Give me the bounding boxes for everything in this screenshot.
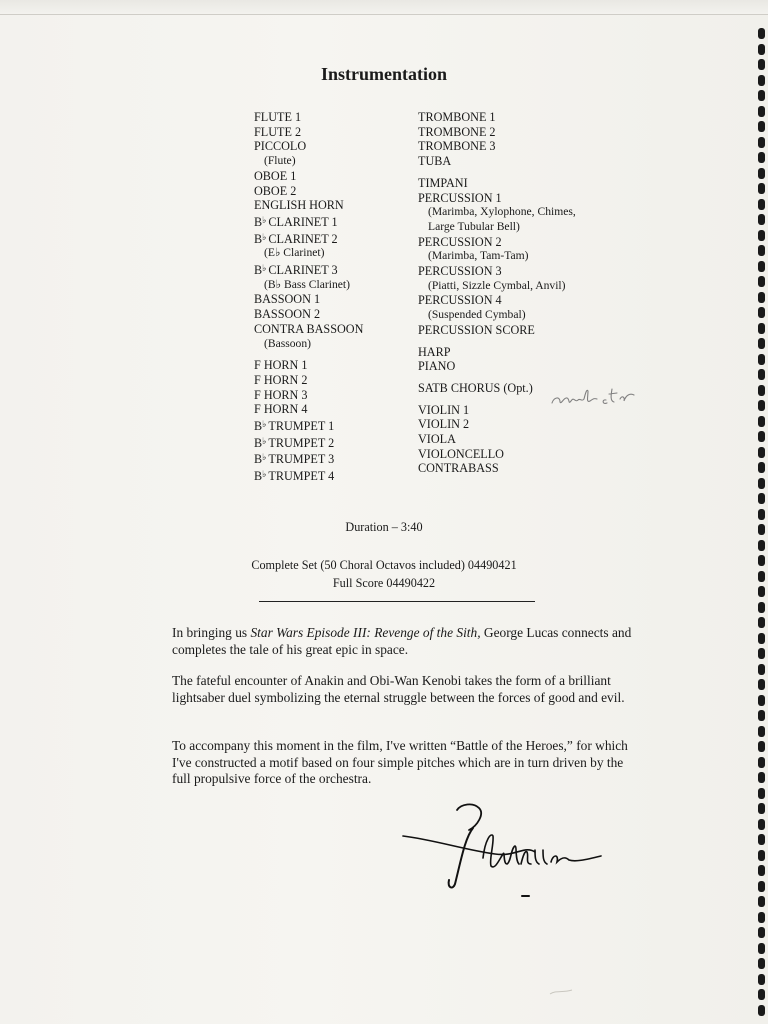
binding-hole (758, 400, 765, 411)
binding-hole (758, 571, 765, 582)
binding-hole (758, 416, 765, 427)
paragraph-1-end: George Lucas connects and completes the tale of his great epic in space. (172, 625, 632, 657)
binding-hole (758, 834, 765, 845)
instrument-doubling (418, 308, 576, 323)
instrument-name (254, 388, 363, 403)
instrument-doubling (418, 220, 576, 235)
instrument-name (418, 125, 576, 140)
instrument-name (418, 293, 576, 308)
handwritten-note (548, 383, 642, 411)
binding-hole (758, 292, 765, 303)
binding-hole (758, 602, 765, 613)
binding-hole (758, 974, 765, 985)
instrument-label: CONTRA BASSOON (254, 321, 364, 336)
binding-hole (758, 617, 765, 628)
list-spacer (418, 338, 576, 345)
full-score-text: Full Score 04490422 (332, 576, 436, 590)
binding-hole (758, 633, 765, 644)
binding-hole (758, 183, 765, 194)
instrument-name (254, 292, 363, 307)
binding-hole (758, 524, 765, 535)
binding-hole (758, 695, 765, 706)
flat-sign-icon: ♭ (262, 419, 267, 430)
instrument-label: TRUMPET 1 (268, 419, 335, 434)
instrument-name (418, 264, 576, 279)
paper-smudge (548, 988, 574, 996)
instrument-name (254, 261, 363, 278)
instrument-label: PIANO (418, 359, 456, 374)
binding-hole (758, 245, 765, 256)
instrument-label: TUBA (418, 154, 452, 169)
instrument-name (254, 213, 363, 230)
binding-hole (758, 106, 765, 117)
instrument-label: (E♭ Clarinet) (264, 246, 325, 260)
instrument-label: (Flute) (264, 154, 296, 168)
instrument-label: PERCUSSION 3 (418, 264, 502, 279)
flat-sign-icon: ♭ (262, 231, 267, 242)
key-prefix: B (254, 435, 263, 450)
flat-sign-icon: ♭ (262, 452, 267, 463)
flat-sign-icon: ♭ (262, 469, 267, 480)
binding-hole (758, 478, 765, 489)
instrument-name (254, 417, 363, 434)
instrument-doubling (254, 337, 363, 352)
instrument-label: SATB CHORUS (Opt.) (418, 380, 533, 395)
binding-hole (758, 664, 765, 675)
instrument-label: TROMBONE 3 (418, 139, 496, 154)
instrument-label: VIOLIN 2 (418, 417, 470, 432)
binding-hole (758, 214, 765, 225)
instrument-name (254, 402, 363, 417)
instrument-name (254, 358, 363, 373)
binding-hole (758, 59, 765, 70)
instrument-name (418, 235, 576, 250)
instrument-doubling (254, 278, 363, 293)
instrument-doubling (418, 205, 576, 220)
binding-hole (758, 121, 765, 132)
binding-hole (758, 44, 765, 55)
binding-hole (758, 865, 765, 876)
duration-text: Duration – 3:40 (345, 520, 423, 534)
paragraph-3: To accompany this moment in the film, I've written “Battle of the Heroes,” for which I've constructed a motif based on four simple pitches which are in turn driven by the full propulsive force of the orchestra. (172, 738, 628, 786)
instrument-label: BASSOON 2 (254, 307, 321, 322)
instrument-label: PERCUSSION 2 (418, 234, 502, 249)
instrument-label: (Marimba, Xylophone, Chimes, (428, 205, 576, 219)
instrument-label: TROMBONE 2 (418, 124, 496, 139)
binding-hole (758, 28, 765, 39)
instrument-label: FLUTE 2 (254, 124, 302, 139)
flat-sign-icon: ♭ (262, 435, 267, 446)
binding-hole (758, 307, 765, 318)
instrument-list-left (254, 110, 363, 484)
binding-hole (758, 276, 765, 287)
instrument-name (254, 322, 363, 337)
instrument-label: PERCUSSION SCORE (418, 322, 535, 337)
binding-hole (758, 741, 765, 752)
instrument-label: PERCUSSION 1 (418, 190, 502, 205)
complete-set-text: Complete Set (50 Choral Octavos included) 04490421 (251, 558, 517, 572)
binding-hole (758, 199, 765, 210)
instrument-name (254, 450, 363, 467)
binding-hole (758, 168, 765, 179)
binding-hole (758, 927, 765, 938)
instrument-name (418, 176, 576, 191)
instrument-name (254, 230, 363, 247)
key-prefix: B (254, 452, 263, 467)
instrument-list-right (418, 110, 576, 476)
instrument-name (418, 447, 576, 462)
instrument-label: PICCOLO (254, 139, 307, 154)
instrument-doubling (254, 154, 363, 169)
instrument-name (418, 359, 576, 374)
key-prefix: B (254, 231, 263, 246)
instrument-name (418, 323, 576, 338)
instrument-label: (Bassoon) (264, 336, 312, 350)
page-title: Instrumentation (320, 64, 447, 84)
instrument-label: F HORN 4 (254, 402, 308, 417)
instrument-name (254, 307, 363, 322)
instrument-label: BASSOON 1 (254, 292, 321, 307)
key-prefix: B (254, 214, 263, 229)
instrument-doubling (418, 249, 576, 264)
key-prefix: B (254, 469, 263, 484)
binding-hole (758, 354, 765, 365)
instrument-name (254, 198, 363, 213)
binding-hole (758, 850, 765, 861)
instrument-label: TRUMPET 4 (268, 469, 335, 484)
binding-hole (758, 648, 765, 659)
binding-hole (758, 726, 765, 737)
instrument-name (254, 169, 363, 184)
instrument-label: CLARINET 3 (268, 263, 338, 278)
flat-sign-icon: ♭ (262, 214, 267, 225)
instrument-doubling (418, 279, 576, 294)
instrument-name (418, 417, 576, 432)
binding-hole (758, 540, 765, 551)
instrument-label: (B♭ Bass Clarinet) (264, 277, 350, 291)
instrument-name (254, 434, 363, 451)
binding-hole (758, 958, 765, 969)
instrument-label: (Piatti, Sizzle Cymbal, Anvil) (428, 278, 566, 292)
instrument-label: HARP (418, 344, 451, 359)
instrument-name (254, 125, 363, 140)
binding-hole (758, 772, 765, 783)
instrument-label: PERCUSSION 4 (418, 293, 502, 308)
binding-hole (758, 555, 765, 566)
instrument-label: TIMPANI (418, 175, 468, 190)
instrument-label: F HORN 3 (254, 387, 308, 402)
binding-hole (758, 788, 765, 799)
instrument-label: OBOE 1 (254, 168, 297, 183)
binding-hole (758, 90, 765, 101)
binding-hole (758, 137, 765, 148)
paragraph-1-start: In bringing us (172, 625, 251, 640)
page-top-edge (0, 0, 768, 15)
binding-hole (758, 261, 765, 272)
instrument-label: TRUMPET 2 (268, 435, 335, 450)
binding-hole (758, 369, 765, 380)
instrument-name (418, 154, 576, 169)
binding-hole (758, 819, 765, 830)
instrument-name (254, 373, 363, 388)
divider-rule (259, 601, 535, 602)
binding-hole (758, 152, 765, 163)
flat-sign-icon: ♭ (262, 263, 267, 274)
instrument-name (254, 467, 363, 484)
instrument-label: CLARINET 2 (268, 231, 338, 246)
paragraph-1 (172, 625, 632, 658)
instrument-name (418, 139, 576, 154)
binding-hole (758, 462, 765, 473)
list-spacer (418, 169, 576, 176)
instrument-name (254, 110, 363, 125)
binding-hole (758, 493, 765, 504)
instrument-label: VIOLONCELLO (418, 446, 504, 461)
key-prefix: B (254, 419, 263, 434)
binding-hole (758, 385, 765, 396)
list-spacer (418, 374, 576, 381)
instrument-label: TRUMPET 3 (268, 452, 335, 467)
binding-hole (758, 943, 765, 954)
instrument-label: CONTRABASS (418, 461, 499, 476)
signature (395, 800, 615, 910)
instrument-label: OBOE 2 (254, 183, 297, 198)
instrument-name (418, 191, 576, 206)
paragraph-2: The fateful encounter of Anakin and Obi-Wan Kenobi takes the form of a brilliant lightsaber duel symbolizing the eternal struggle between the forces of good and evil. (172, 673, 625, 705)
list-spacer (254, 351, 363, 358)
instrument-label: Large Tubular Bell) (428, 219, 520, 233)
instrument-label: VIOLIN 1 (418, 402, 470, 417)
instrument-label: ENGLISH HORN (254, 198, 344, 213)
binding-hole (758, 230, 765, 241)
binding-hole (758, 679, 765, 690)
binding-hole (758, 912, 765, 923)
binding-hole (758, 509, 765, 520)
instrument-name (418, 345, 576, 360)
instrument-label: VIOLA (418, 432, 456, 447)
instrument-name (418, 432, 576, 447)
instrument-doubling (254, 246, 363, 261)
spiral-binding (752, 20, 768, 1024)
binding-hole (758, 757, 765, 768)
binding-hole (758, 803, 765, 814)
instrument-name (418, 110, 576, 125)
binding-hole (758, 896, 765, 907)
key-prefix: B (254, 263, 263, 278)
instrument-label: (Marimba, Tam-Tam) (428, 249, 529, 263)
binding-hole (758, 710, 765, 721)
instrument-label: FLUTE 1 (254, 110, 302, 124)
instrument-label: CLARINET 1 (268, 214, 338, 229)
binding-hole (758, 431, 765, 442)
instrument-label: F HORN 1 (254, 358, 308, 373)
binding-hole (758, 338, 765, 349)
instrument-label: (Suspended Cymbal) (428, 308, 526, 322)
instrument-name (254, 184, 363, 199)
binding-hole (758, 1005, 765, 1016)
binding-hole (758, 881, 765, 892)
binding-hole (758, 75, 765, 86)
film-title: Star Wars Episode III: Revenge of the Sith, (250, 625, 481, 640)
binding-hole (758, 586, 765, 597)
instrument-name (418, 461, 576, 476)
instrument-label: F HORN 2 (254, 372, 308, 387)
instrument-label: TROMBONE 1 (418, 110, 496, 124)
instrument-name (254, 139, 363, 154)
binding-hole (758, 989, 765, 1000)
binding-hole (758, 323, 765, 334)
binding-hole (758, 447, 765, 458)
